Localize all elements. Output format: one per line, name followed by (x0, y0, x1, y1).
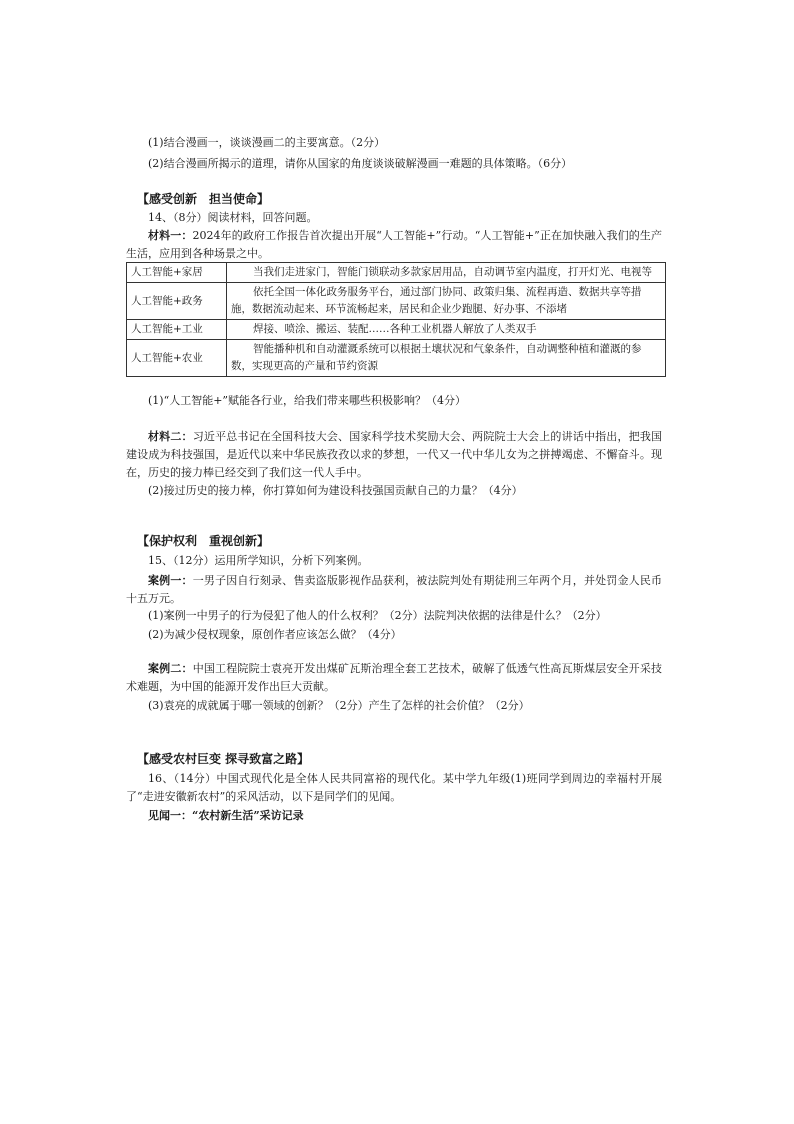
q15-question-3: (3)袁亮的成就属于哪一领域的创新？（2分）产生了怎样的社会价值？（2分） (148, 699, 530, 712)
case-2-text: 中国工程院院士袁亮开发出煤矿瓦斯治理全套工艺技术，破解了低透气性高瓦斯煤层安全开采技术难题，为中国的能源开发作出巨大贡献。 (126, 662, 663, 693)
q14-material-1 (126, 227, 662, 263)
case-1-label: 案例一： (148, 574, 193, 587)
q15-intro: 15、（12分）运用所学知识，分析下列案例。 (148, 554, 369, 567)
table-value-cell: 焊接、喷涂、搬运、装配……各种工业机器人解放了人类双手 (227, 320, 666, 340)
q14-material-2 (126, 428, 662, 482)
table-row (127, 320, 666, 340)
q14-intro: 14、（8分）阅读材料，回答问题。 (148, 211, 318, 224)
q16-observation-1 (148, 807, 304, 825)
table-key-cell: 人工智能+工业 (127, 320, 227, 340)
section-16-heading: 【感受农村巨变 探寻致富之路】 (137, 752, 310, 766)
table-row (127, 263, 666, 283)
q15-case-1 (126, 572, 662, 608)
material-1-text: 2024年的政府工作报告首次提出开展“人工智能+”行动。“人工智能+”正在加快融入我们的生产生活，应用到各种场景之中。 (126, 229, 663, 260)
q14-question-1: (1)“人工智能+”赋能各行业，给我们带来哪些积极影响？（4分） (148, 394, 467, 407)
prev-question-2: (2)结合漫画所揭示的道理，请你从国家的角度谈谈破解漫画一难题的具体策略。（6分） (148, 157, 573, 170)
table-value-cell: 当我们走进家门，智能门锁联动多款家居用品，自动调节室内温度，打开灯光、电视等 (227, 263, 666, 283)
q16-intro: 16、（14分）中国式现代化是全体人民共同富裕的现代化。某中学九年级(1)班同学到周边的幸福村开展了“走进安徽新农村”的采风活动，以下是同学们的见闻。 (126, 772, 662, 803)
prev-question-1: (1)结合漫画一，谈谈漫画二的主要寓意。（2分） (148, 136, 386, 149)
ai-applications-table (126, 262, 666, 377)
table-row (127, 283, 666, 320)
material-2-text: 习近平总书记在全国科技大会、国家科学技术奖励大会、两院院士大会上的讲话中指出，把我国建设成为科技强国，是近代以来中华民族孜孜以求的梦想，一代又一代中华儿女为之拼搏竭虑、不懈奋斗。现在，历史的接力棒已经交到了我们这一代人手中。 (126, 430, 663, 479)
case-2-label: 案例二： (148, 662, 193, 675)
section-15-heading: 【保护权利 重视创新】 (137, 534, 270, 548)
case-1-text: 一男子因自行刻录、售卖盗版影视作品获利，被法院判处有期徒刑三年两个月，并处罚金人民币十五万元。 (126, 574, 663, 605)
section-14-heading: 【感受创新 担当使命】 (137, 192, 270, 206)
table-value-cell: 依托全国一体化政务服务平台，通过部门协同、政策归集、流程再造、数据共享等措施，数据流动起来、环节流畅起来，居民和企业少跑腿、好办事、不添堵 (227, 283, 666, 320)
table-value-cell: 智能播种机和自动灌溉系统可以根据土壤状况和气象条件，自动调整种植和灌溉的参数，实现更高的产量和节约资源 (227, 340, 666, 377)
table-key-cell: 人工智能+农业 (127, 340, 227, 377)
material-1-label: 材料一： (148, 229, 193, 242)
observation-1-text: “农村新生活”采访记录 (192, 809, 304, 822)
q14-question-2: (2)接过历史的接力棒，你打算如何为建设科技强国贡献自己的力量？（4分） (148, 484, 523, 497)
q15-question-1: (1)案例一中男子的行为侵犯了他人的什么权利？（2分）法院判决依据的法律是什么？（2分） (148, 609, 607, 622)
table-row (127, 340, 666, 377)
q15-question-2: (2)为减少侵权现象，原创作者应该怎么做？（4分） (148, 628, 402, 641)
table-key-cell: 人工智能+家居 (127, 263, 227, 283)
material-2-label: 材料二： (148, 430, 193, 443)
observation-1-label: 见闻一： (148, 809, 192, 822)
table-key-cell: 人工智能+政务 (127, 283, 227, 320)
q15-case-2 (126, 660, 662, 696)
